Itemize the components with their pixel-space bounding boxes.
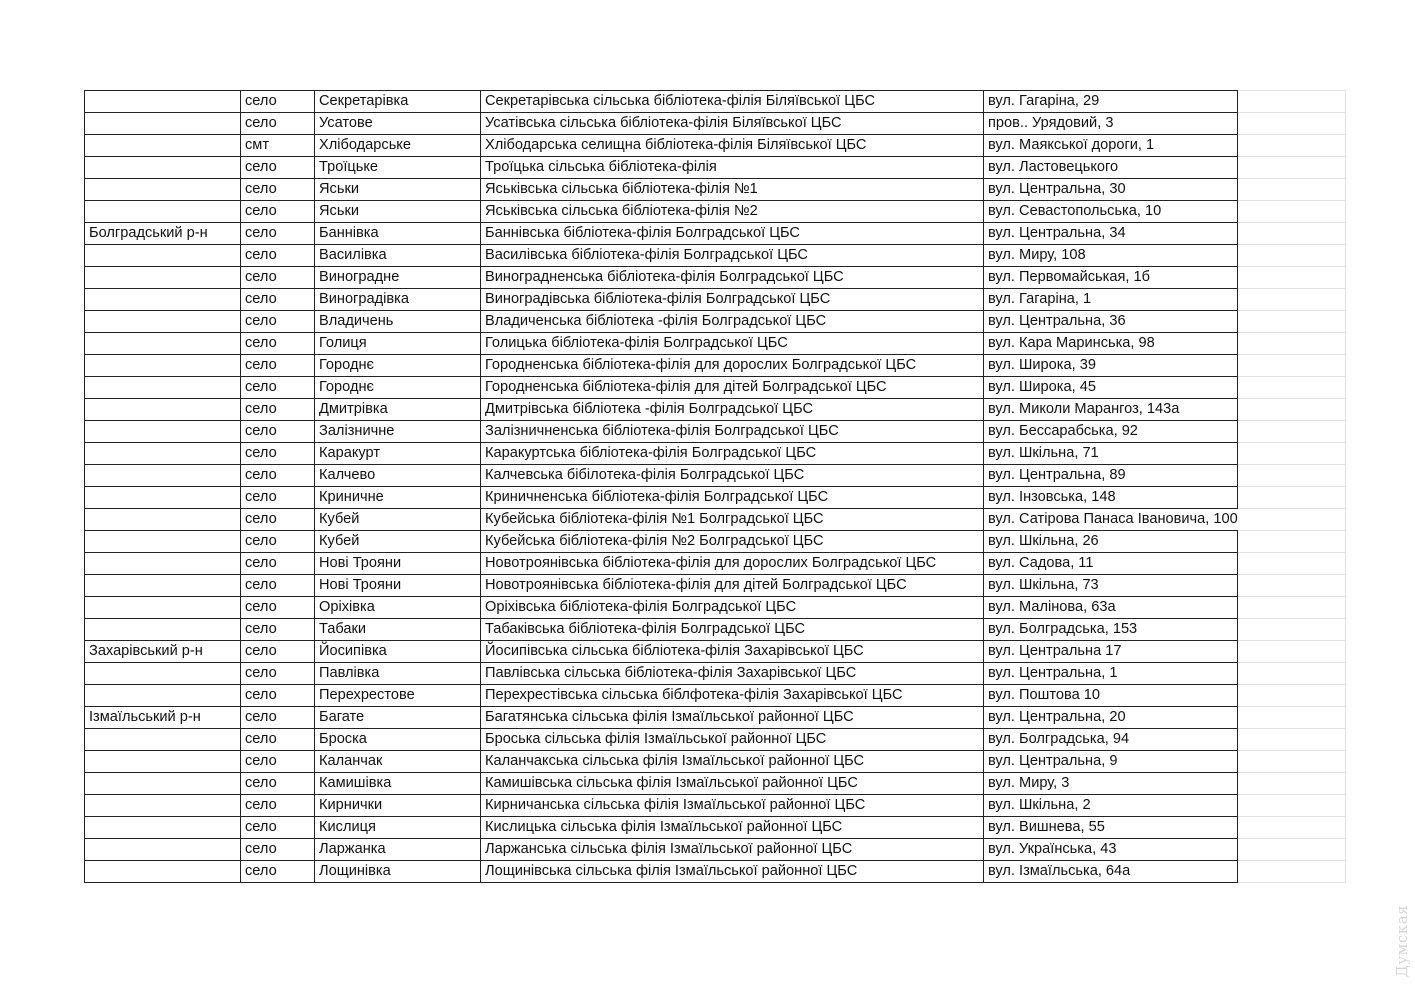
table-row xyxy=(85,377,1346,399)
empty-cell xyxy=(1238,135,1346,157)
settlement-name-cell: Ларжанка xyxy=(315,839,481,861)
empty-cell xyxy=(1238,223,1346,245)
empty-cell xyxy=(1238,311,1346,333)
empty-cell xyxy=(1238,707,1346,729)
empty-cell xyxy=(1238,289,1346,311)
address-cell: вул. Ластовецького xyxy=(984,157,1238,179)
settlement-name-cell: Камишівка xyxy=(315,773,481,795)
settlement-name-cell: Табаки xyxy=(315,619,481,641)
table-row xyxy=(85,443,1346,465)
library-name-cell: Кирничанська сільська філія Ізмаїльської районної ЦБС xyxy=(481,795,984,817)
settlement-type-cell: село xyxy=(241,575,315,597)
district-cell xyxy=(85,135,241,157)
library-name-cell: Троїцька сільська бібліотека-філія xyxy=(481,157,984,179)
address-cell: вул. Центральна, 20 xyxy=(984,707,1238,729)
library-name-cell: Виноградівська бібліотека-філія Болградської ЦБС xyxy=(481,289,984,311)
district-cell xyxy=(85,729,241,751)
library-name-cell: Дмитрівська бібліотека -філія Болградської ЦБС xyxy=(481,399,984,421)
settlement-name-cell: Кирнички xyxy=(315,795,481,817)
table-row xyxy=(85,223,1346,245)
library-name-cell: Баннівська бібліотека-філія Болградської ЦБС xyxy=(481,223,984,245)
district-cell xyxy=(85,839,241,861)
table-row xyxy=(85,729,1346,751)
empty-cell xyxy=(1238,465,1346,487)
table-row xyxy=(85,751,1346,773)
address-cell: вул. Миру, 108 xyxy=(984,245,1238,267)
table-row xyxy=(85,355,1346,377)
library-name-cell: Яськівська сільська бібліотека-філія №1 xyxy=(481,179,984,201)
table-row xyxy=(85,509,1346,531)
settlement-type-cell: село xyxy=(241,421,315,443)
address-cell: вул. Вишнева, 55 xyxy=(984,817,1238,839)
library-name-cell: Павлівська сільська бібліотека-філія Захарівської ЦБС xyxy=(481,663,984,685)
table-row xyxy=(85,641,1346,663)
table-row xyxy=(85,619,1346,641)
empty-cell xyxy=(1238,355,1346,377)
library-table xyxy=(84,90,1346,883)
empty-cell xyxy=(1238,861,1346,883)
settlement-type-cell: село xyxy=(241,619,315,641)
address-cell: вул. Шкільна, 2 xyxy=(984,795,1238,817)
empty-cell xyxy=(1238,839,1346,861)
library-name-cell: Камишівська сільська філія Ізмаїльської районної ЦБС xyxy=(481,773,984,795)
settlement-name-cell: Хлібодарське xyxy=(315,135,481,157)
settlement-name-cell: Броска xyxy=(315,729,481,751)
table-row xyxy=(85,245,1346,267)
district-cell xyxy=(85,465,241,487)
district-cell xyxy=(85,377,241,399)
empty-cell xyxy=(1238,399,1346,421)
district-cell xyxy=(85,553,241,575)
district-cell: Ізмаїльський р-н xyxy=(85,707,241,729)
library-name-cell: Залізничненська бібліотека-філія Болградської ЦБС xyxy=(481,421,984,443)
table-row xyxy=(85,597,1346,619)
library-name-cell: Яськівська сільська бібліотека-філія №2 xyxy=(481,201,984,223)
settlement-type-cell: село xyxy=(241,377,315,399)
address-cell: вул. Центральна, 1 xyxy=(984,663,1238,685)
settlement-name-cell: Городнє xyxy=(315,355,481,377)
table-row xyxy=(85,113,1346,135)
district-cell xyxy=(85,157,241,179)
address-cell: вул. Бессарабська, 92 xyxy=(984,421,1238,443)
library-name-cell: Секретарівська сільська бібліотека-філія Біляївської ЦБС xyxy=(481,91,984,113)
empty-cell xyxy=(1238,553,1346,575)
settlement-name-cell: Виноградне xyxy=(315,267,481,289)
settlement-type-cell: село xyxy=(241,707,315,729)
address-cell: вул. Кара Маринська, 98 xyxy=(984,333,1238,355)
settlement-type-cell: село xyxy=(241,509,315,531)
address-cell: вул. Широка, 45 xyxy=(984,377,1238,399)
empty-cell xyxy=(1238,113,1346,135)
settlement-type-cell: село xyxy=(241,267,315,289)
settlement-name-cell: Йосипівка xyxy=(315,641,481,663)
address-cell: вул. Гагаріна, 29 xyxy=(984,91,1238,113)
settlement-type-cell: село xyxy=(241,487,315,509)
table-row xyxy=(85,487,1346,509)
address-cell: вул. Центральна, 34 xyxy=(984,223,1238,245)
table-row xyxy=(85,861,1346,883)
settlement-name-cell: Дмитрівка xyxy=(315,399,481,421)
library-name-cell: Новотроянівська бібліотека-філія для дорослих Болградської ЦБС xyxy=(481,553,984,575)
library-name-cell: Криничненська бібліотека-філія Болградської ЦБС xyxy=(481,487,984,509)
table-body xyxy=(85,91,1346,883)
settlement-name-cell: Багате xyxy=(315,707,481,729)
settlement-type-cell: село xyxy=(241,443,315,465)
settlement-type-cell: село xyxy=(241,795,315,817)
library-name-cell: Городненська бібліотека-філія для дітей Болградської ЦБС xyxy=(481,377,984,399)
settlement-name-cell: Владичень xyxy=(315,311,481,333)
district-cell xyxy=(85,245,241,267)
settlement-name-cell: Городнє xyxy=(315,377,481,399)
table-row xyxy=(85,817,1346,839)
settlement-type-cell: село xyxy=(241,773,315,795)
watermark-logo: Думская xyxy=(1393,904,1411,977)
table-row xyxy=(85,553,1346,575)
district-cell xyxy=(85,861,241,883)
address-cell: вул. Центральна, 36 xyxy=(984,311,1238,333)
table-row xyxy=(85,267,1346,289)
settlement-name-cell: Троїцьке xyxy=(315,157,481,179)
address-cell: вул. Миколи Марангоз, 143а xyxy=(984,399,1238,421)
empty-cell xyxy=(1238,575,1346,597)
settlement-name-cell: Кубей xyxy=(315,509,481,531)
settlement-type-cell: село xyxy=(241,531,315,553)
address-cell: вул. Гагаріна, 1 xyxy=(984,289,1238,311)
table-row xyxy=(85,333,1346,355)
address-cell: вул. Болградська, 153 xyxy=(984,619,1238,641)
district-cell xyxy=(85,795,241,817)
table-row xyxy=(85,135,1346,157)
settlement-name-cell: Павлівка xyxy=(315,663,481,685)
settlement-type-cell: село xyxy=(241,553,315,575)
district-cell xyxy=(85,179,241,201)
district-cell xyxy=(85,311,241,333)
empty-cell xyxy=(1238,641,1346,663)
settlement-name-cell: Баннівка xyxy=(315,223,481,245)
table-row xyxy=(85,421,1346,443)
empty-cell xyxy=(1238,201,1346,223)
table-row xyxy=(85,399,1346,421)
district-cell xyxy=(85,421,241,443)
empty-cell xyxy=(1238,179,1346,201)
settlement-type-cell: село xyxy=(241,355,315,377)
library-name-cell: Кубейська бібліотека-філія №1 Болградської ЦБС xyxy=(481,509,984,531)
library-name-cell: Лощинівська сільська філія Ізмаїльської районної ЦБС xyxy=(481,861,984,883)
address-cell: вул. Миру, 3 xyxy=(984,773,1238,795)
settlement-type-cell: село xyxy=(241,157,315,179)
settlement-name-cell: Кубей xyxy=(315,531,481,553)
empty-cell xyxy=(1238,245,1346,267)
library-name-cell: Табаківська бібліотека-філія Болградської ЦБС xyxy=(481,619,984,641)
empty-cell xyxy=(1238,751,1346,773)
district-cell xyxy=(85,773,241,795)
empty-cell xyxy=(1238,421,1346,443)
library-name-cell: Ларжанська сільська філія Ізмаїльської районної ЦБС xyxy=(481,839,984,861)
table-row xyxy=(85,795,1346,817)
address-cell: вул. Садова, 11 xyxy=(984,553,1238,575)
district-cell xyxy=(85,333,241,355)
library-name-cell: Владиченська бібліотека -філія Болградської ЦБС xyxy=(481,311,984,333)
empty-cell xyxy=(1238,487,1346,509)
table-row xyxy=(85,663,1346,685)
settlement-type-cell: село xyxy=(241,91,315,113)
settlement-name-cell: Залізничне xyxy=(315,421,481,443)
district-cell xyxy=(85,619,241,641)
empty-cell xyxy=(1238,267,1346,289)
table-row xyxy=(85,773,1346,795)
settlement-type-cell: село xyxy=(241,113,315,135)
library-name-cell: Виноградненська бібліотека-філія Болградської ЦБС xyxy=(481,267,984,289)
address-cell: вул. Шкільна, 73 xyxy=(984,575,1238,597)
settlement-type-cell: село xyxy=(241,245,315,267)
empty-cell xyxy=(1238,509,1346,531)
district-cell xyxy=(85,399,241,421)
address-cell: вул. Малінова, 63а xyxy=(984,597,1238,619)
district-cell xyxy=(85,751,241,773)
library-name-cell: Новотроянівська бібліотека-філія для дітей Болградської ЦБС xyxy=(481,575,984,597)
settlement-name-cell: Криничне xyxy=(315,487,481,509)
settlement-type-cell: село xyxy=(241,597,315,619)
settlement-name-cell: Оріхівка xyxy=(315,597,481,619)
library-name-cell: Йосипівська сільська бібліотека-філія Захарівської ЦБС xyxy=(481,641,984,663)
address-cell: вул. Маякської дороги, 1 xyxy=(984,135,1238,157)
district-cell xyxy=(85,487,241,509)
empty-cell xyxy=(1238,663,1346,685)
empty-cell xyxy=(1238,377,1346,399)
table-row xyxy=(85,91,1346,113)
settlement-name-cell: Каланчак xyxy=(315,751,481,773)
empty-cell xyxy=(1238,817,1346,839)
settlement-name-cell: Нові Трояни xyxy=(315,553,481,575)
library-name-cell: Оріхівська бібліотека-філія Болградської ЦБС xyxy=(481,597,984,619)
table-row xyxy=(85,839,1346,861)
address-cell: вул. Сатірова Панаса Івановича, 100 xyxy=(984,509,1238,531)
district-cell: Захарівський р-н xyxy=(85,641,241,663)
district-cell: Болградський р-н xyxy=(85,223,241,245)
table-row xyxy=(85,685,1346,707)
address-cell: вул. Болградська, 94 xyxy=(984,729,1238,751)
table-row xyxy=(85,311,1346,333)
district-cell xyxy=(85,113,241,135)
settlement-type-cell: село xyxy=(241,817,315,839)
address-cell: вул. Широка, 39 xyxy=(984,355,1238,377)
settlement-name-cell: Калчево xyxy=(315,465,481,487)
empty-cell xyxy=(1238,619,1346,641)
settlement-type-cell: село xyxy=(241,839,315,861)
district-cell xyxy=(85,267,241,289)
settlement-type-cell: село xyxy=(241,685,315,707)
settlement-name-cell: Голиця xyxy=(315,333,481,355)
settlement-name-cell: Кислиця xyxy=(315,817,481,839)
empty-cell xyxy=(1238,333,1346,355)
address-cell: вул. Первомайськая, 1б xyxy=(984,267,1238,289)
address-cell: вул. Поштова 10 xyxy=(984,685,1238,707)
settlement-type-cell: село xyxy=(241,201,315,223)
district-cell xyxy=(85,597,241,619)
address-cell: пров.. Урядовий, 3 xyxy=(984,113,1238,135)
library-name-cell: Кубейська бібліотека-філія №2 Болградської ЦБС xyxy=(481,531,984,553)
settlement-name-cell: Секретарівка xyxy=(315,91,481,113)
settlement-name-cell: Василівка xyxy=(315,245,481,267)
settlement-type-cell: село xyxy=(241,751,315,773)
table-row xyxy=(85,531,1346,553)
district-cell xyxy=(85,355,241,377)
district-cell xyxy=(85,289,241,311)
settlement-name-cell: Виноградівка xyxy=(315,289,481,311)
address-cell: вул. Ізмаїльська, 64а xyxy=(984,861,1238,883)
settlement-type-cell: село xyxy=(241,289,315,311)
library-name-cell: Усатівська сільська бібліотека-філія Біляївської ЦБС xyxy=(481,113,984,135)
empty-cell xyxy=(1238,597,1346,619)
address-cell: вул. Шкільна, 71 xyxy=(984,443,1238,465)
settlement-name-cell: Лощинівка xyxy=(315,861,481,883)
district-cell xyxy=(85,443,241,465)
settlement-name-cell: Нові Трояни xyxy=(315,575,481,597)
library-name-cell: Броська сільська філія Ізмаїльської районної ЦБС xyxy=(481,729,984,751)
settlement-type-cell: село xyxy=(241,179,315,201)
address-cell: вул. Шкільна, 26 xyxy=(984,531,1238,553)
table-row xyxy=(85,157,1346,179)
settlement-type-cell: село xyxy=(241,663,315,685)
district-cell xyxy=(85,91,241,113)
library-name-cell: Кислицька сільська філія Ізмаїльської районної ЦБС xyxy=(481,817,984,839)
library-name-cell: Каланчакська сільська філія Ізмаїльської районної ЦБС xyxy=(481,751,984,773)
settlement-name-cell: Каракурт xyxy=(315,443,481,465)
settlement-type-cell: село xyxy=(241,861,315,883)
address-cell: вул. Центральна, 89 xyxy=(984,465,1238,487)
empty-cell xyxy=(1238,443,1346,465)
empty-cell xyxy=(1238,531,1346,553)
settlement-name-cell: Перехрестове xyxy=(315,685,481,707)
library-name-cell: Городненська бібліотека-філія для дорослих Болградської ЦБС xyxy=(481,355,984,377)
settlement-type-cell: село xyxy=(241,223,315,245)
district-cell xyxy=(85,509,241,531)
settlement-type-cell: село xyxy=(241,641,315,663)
library-name-cell: Хлібодарська селищна бібліотека-філія Біляївської ЦБС xyxy=(481,135,984,157)
settlement-name-cell: Яськи xyxy=(315,201,481,223)
district-cell xyxy=(85,685,241,707)
library-name-cell: Калчевська бібілотека-філія Болградської ЦБС xyxy=(481,465,984,487)
table-row xyxy=(85,575,1346,597)
table-row xyxy=(85,707,1346,729)
settlement-type-cell: село xyxy=(241,333,315,355)
library-name-cell: Каракуртська бібліотека-філія Болградської ЦБС xyxy=(481,443,984,465)
empty-cell xyxy=(1238,729,1346,751)
library-name-cell: Голицька бібліотека-філія Болградської ЦБС xyxy=(481,333,984,355)
address-cell: вул. Українська, 43 xyxy=(984,839,1238,861)
library-name-cell: Перехрестівська сільська біблфотека-філія Захарівської ЦБС xyxy=(481,685,984,707)
address-cell: вул. Севастопольська, 10 xyxy=(984,201,1238,223)
district-cell xyxy=(85,531,241,553)
table-row xyxy=(85,465,1346,487)
settlement-type-cell: смт xyxy=(241,135,315,157)
empty-cell xyxy=(1238,157,1346,179)
address-cell: вул. Центральна 17 xyxy=(984,641,1238,663)
library-name-cell: Багатянська сільська філія Ізмаїльської районної ЦБС xyxy=(481,707,984,729)
empty-cell xyxy=(1238,795,1346,817)
settlement-type-cell: село xyxy=(241,729,315,751)
library-name-cell: Василівська бібліотека-філія Болградської ЦБС xyxy=(481,245,984,267)
settlement-type-cell: село xyxy=(241,311,315,333)
settlement-name-cell: Усатове xyxy=(315,113,481,135)
district-cell xyxy=(85,201,241,223)
table-row xyxy=(85,289,1346,311)
settlement-type-cell: село xyxy=(241,465,315,487)
address-cell: вул. Центральна, 9 xyxy=(984,751,1238,773)
empty-cell xyxy=(1238,685,1346,707)
settlement-type-cell: село xyxy=(241,399,315,421)
address-cell: вул. Центральна, 30 xyxy=(984,179,1238,201)
empty-cell xyxy=(1238,773,1346,795)
district-cell xyxy=(85,817,241,839)
empty-cell xyxy=(1238,91,1346,113)
settlement-name-cell: Яськи xyxy=(315,179,481,201)
address-cell: вул. Інзовська, 148 xyxy=(984,487,1238,509)
table-row xyxy=(85,179,1346,201)
table-row xyxy=(85,201,1346,223)
district-cell xyxy=(85,575,241,597)
district-cell xyxy=(85,663,241,685)
